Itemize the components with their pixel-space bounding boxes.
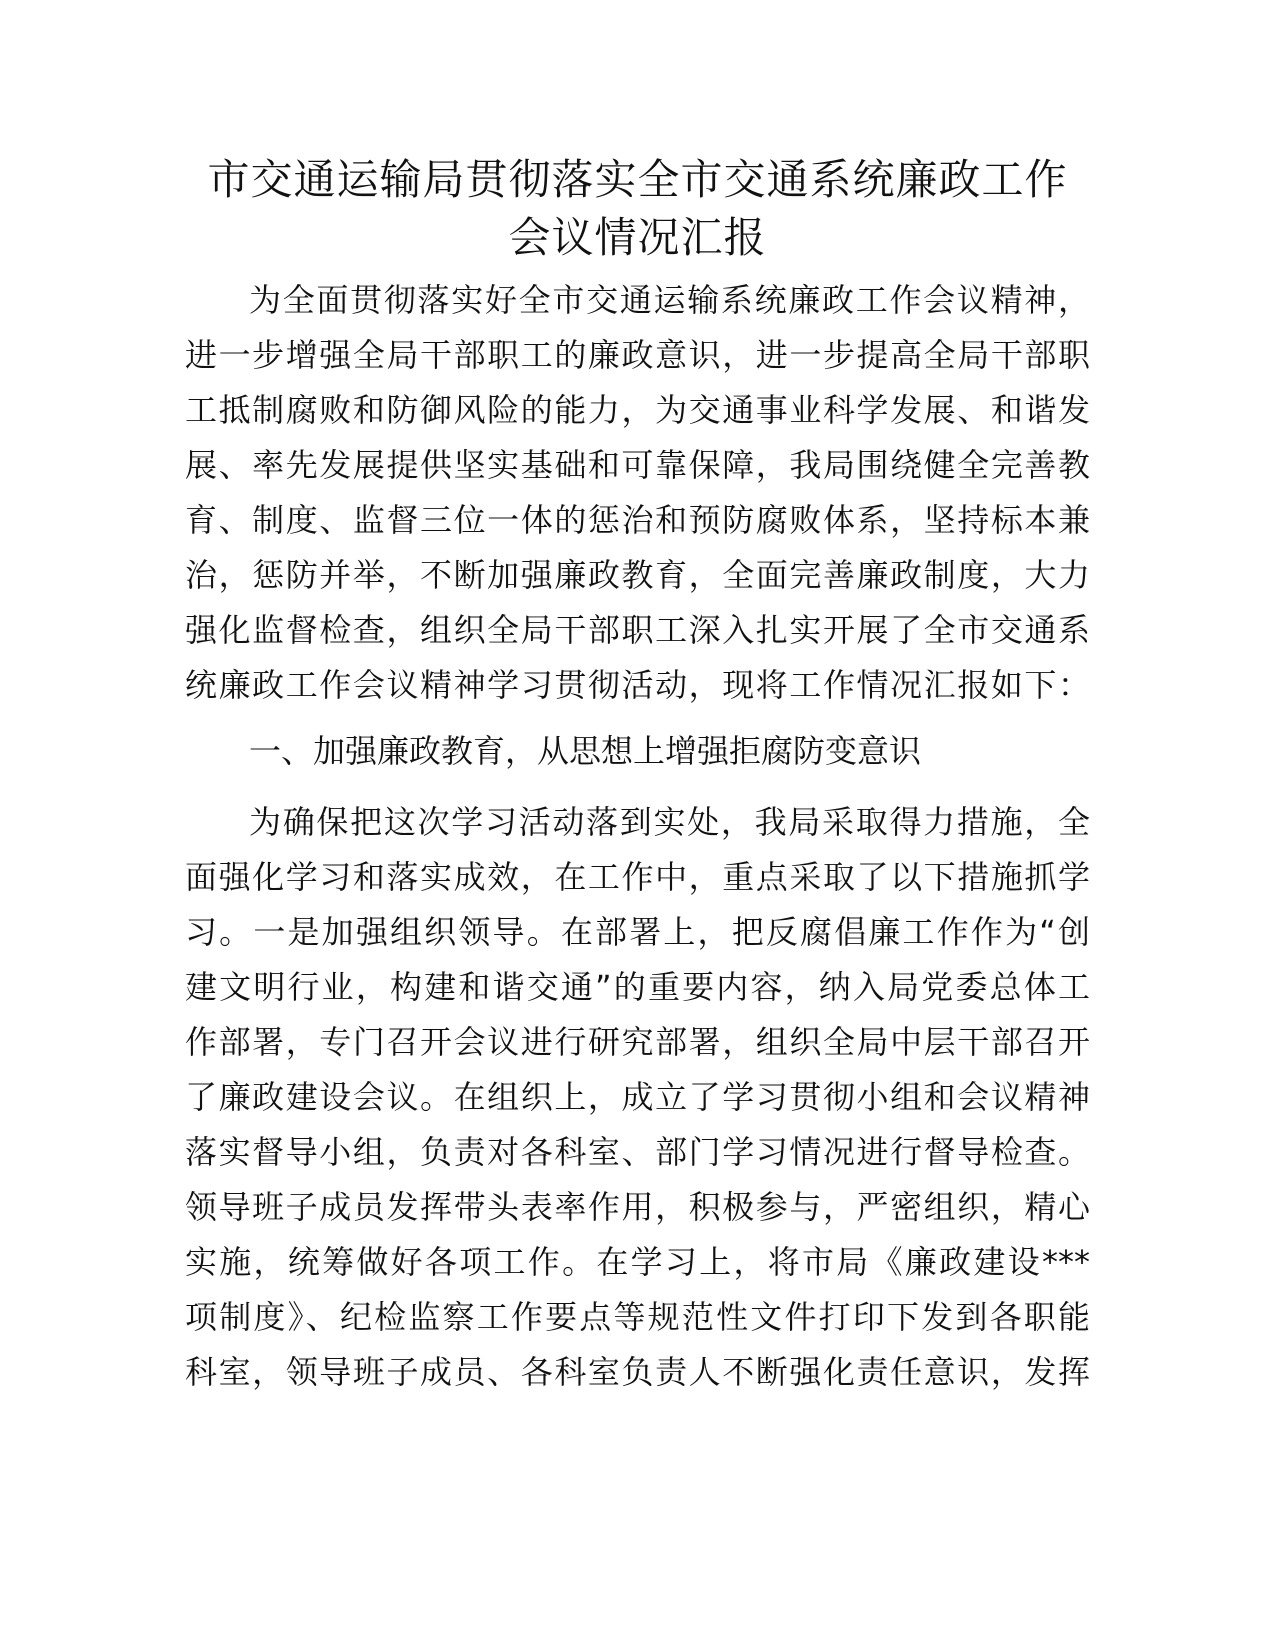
paragraph-1-line-5: 育、制度、监督三位一体的惩治和预防腐败体系，坚持标本兼 [185, 501, 1090, 539]
paragraph-1-line-2: 进一步增强全局干部职工的廉政意识，进一步提高全局干部职 [185, 336, 1090, 374]
paragraph-2-line-5: 作部署，专门召开会议进行研究部署，组织全局中层干部召开 [185, 1023, 1090, 1061]
document-title-line-2: 会议情况汇报 [508, 213, 767, 262]
paragraph-2-line-1: 为确保把这次学习活动落到实处，我局采取得力措施，全 [249, 803, 1090, 841]
paragraph-2-line-6: 了廉政建设会议。在组织上，成立了学习贯彻小组和会议精神 [185, 1078, 1090, 1116]
paragraph-2-line-3: 习。一是加强组织领导。在部署上，把反腐倡廉工作作为“创 [185, 913, 1090, 951]
paragraph-2-line-10: 项制度》、纪检监察工作要点等规范性文件打印下发到各职能 [185, 1298, 1090, 1336]
paragraph-2-line-9: 实施，统筹做好各项工作。在学习上，将市局《廉政建设*** [185, 1243, 1090, 1281]
paragraph-2-line-7: 落实督导小组，负责对各科室、部门学习情况进行督导检查。 [185, 1133, 1090, 1171]
paragraph-2-line-11: 科室，领导班子成员、各科室负责人不断强化责任意识，发挥 [185, 1353, 1090, 1391]
paragraph-2-line-4: 建文明行业，构建和谐交通”的重要内容，纳入局党委总体工 [185, 968, 1090, 1006]
paragraph-1-line-4: 展、率先发展提供坚实基础和可靠保障，我局围绕健全完善教 [185, 446, 1090, 484]
paragraph-2-line-8: 领导班子成员发挥带头表率作用，积极参与，严密组织，精心 [185, 1188, 1090, 1226]
paragraph-1-line-6: 治，惩防并举，不断加强廉政教育，全面完善廉政制度，大力 [185, 556, 1090, 594]
paragraph-1-line-3: 工抵制腐败和防御风险的能力，为交通事业科学发展、和谐发 [185, 391, 1090, 429]
paragraph-1-line-7: 强化监督检查，组织全局干部职工深入扎实开展了全市交通系 [185, 611, 1090, 649]
section-heading-1: 一、加强廉政教育，从思想上增强拒腐防变意识 [249, 732, 922, 770]
paragraph-1-line-8: 统廉政工作会议精神学习贯彻活动，现将工作情况汇报如下： [185, 666, 1090, 704]
paragraph-2-line-2: 面强化学习和落实成效，在工作中，重点采取了以下措施抓学 [185, 858, 1090, 896]
document-title-line-1: 市交通运输局贯彻落实全市交通系统廉政工作 [207, 155, 1068, 204]
paragraph-1-line-1: 为全面贯彻落实好全市交通运输系统廉政工作会议精神， [249, 281, 1090, 319]
